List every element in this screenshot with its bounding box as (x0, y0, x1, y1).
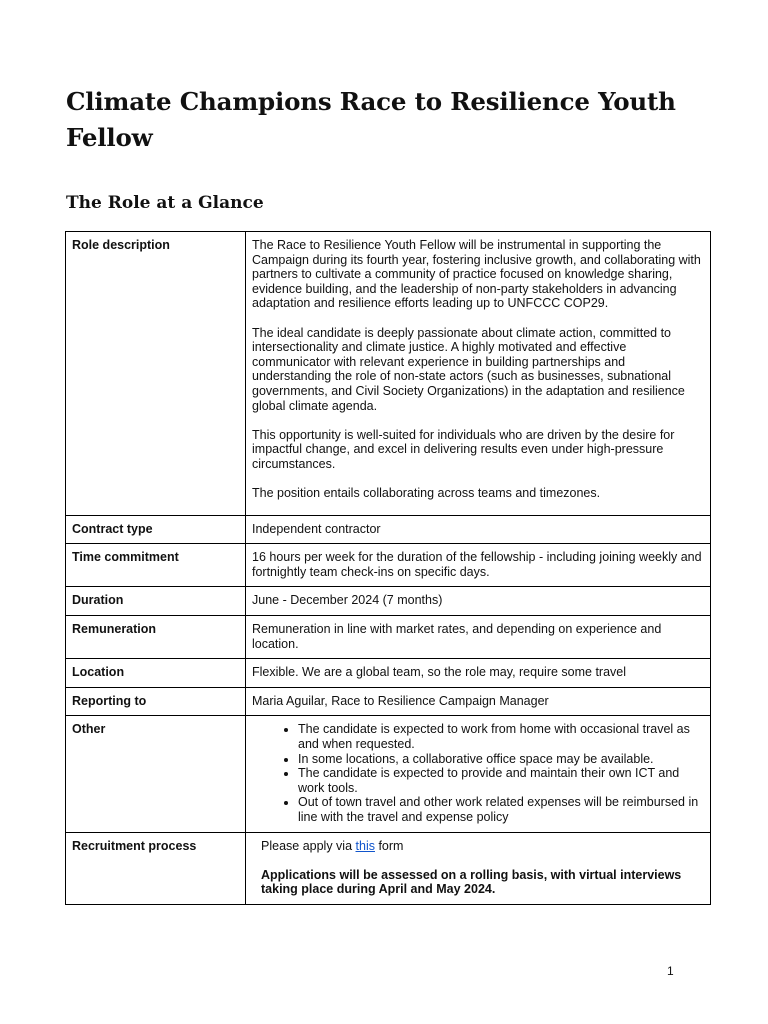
role-description-paragraph: The position entails collaborating across teams and timezones. (252, 486, 601, 501)
row-value: 16 hours per week for the duration of the fellowship - including joining weekly and fortnightly team check-ins on specific days. (246, 544, 711, 587)
other-list (252, 722, 704, 824)
apply-line (261, 839, 704, 854)
other-cell (246, 716, 711, 832)
row-label: Duration (66, 587, 246, 616)
table-row (66, 544, 711, 587)
role-description-paragraph: The ideal candidate is deeply passionate about climate action, committed to intersectionality and climate justice. A highly motivated and effective communicator with relevant experience in building partnerships and understanding the role of non-state actors (such as businesses, subnational governments, and Civil Society Organizations) in the adaptation and resilience global climate agenda. (252, 325, 685, 413)
row-value: Maria Aguilar, Race to Resilience Campaign Manager (246, 687, 711, 716)
page-number: 1 (667, 964, 674, 978)
table-row (66, 687, 711, 716)
table-row (66, 832, 711, 904)
row-value: Flexible. We are a global team, so the role may, require some travel (246, 659, 711, 688)
apply-suffix: form (374, 838, 404, 853)
row-label: Reporting to (66, 687, 246, 716)
role-description-paragraph: This opportunity is well-suited for individuals who are driven by the desire for impactful change, and excel in delivering results even under high-pressure circumstances. (252, 427, 675, 471)
table-row (66, 587, 711, 616)
row-value: Remuneration in line with market rates, and depending on experience and location. (246, 616, 711, 659)
list-item: • In some locations, a collaborative office space may be available. (298, 752, 704, 767)
row-value: June - December 2024 (7 months) (246, 587, 711, 616)
role-description-paragraph: The Race to Resilience Youth Fellow will be instrumental in supporting the Campaign during its fourth year, fostering inclusive growth, and collaborating with partners to cultivate a community of practice focused on knowledge sharing, evidence building, and the leadership of non-party stakeholders in advancing adaptation and resilience efforts leading up to UNFCCC COP29. (252, 238, 701, 311)
list-item: • The candidate is expected to provide and maintain their own ICT and work tools. (298, 766, 704, 795)
list-item: • Out of town travel and other work related expenses will be reimbursed in line with the travel and expense policy (298, 795, 704, 824)
row-label: Location (66, 659, 246, 688)
row-label: Other (66, 716, 246, 832)
table-row (66, 232, 711, 516)
table-row (66, 515, 711, 544)
row-label: Recruitment process (66, 832, 246, 904)
role-table (65, 231, 711, 905)
table-row (66, 616, 711, 659)
list-item: • The candidate is expected to work from home with occasional travel as and when requested. (298, 722, 704, 751)
role-description-cell (246, 232, 711, 516)
recruitment-cell (246, 832, 711, 904)
row-label: Role description (66, 232, 246, 516)
table-row (66, 659, 711, 688)
apply-block (252, 839, 704, 897)
document-title: Climate Champions Race to Resilience Youth Fellow (66, 87, 676, 152)
table-row (66, 716, 711, 832)
section-heading: The Role at a Glance (66, 193, 264, 213)
row-label: Contract type (66, 515, 246, 544)
row-label: Time commitment (66, 544, 246, 587)
recruitment-note: Applications will be assessed on a rolling basis, with virtual interviews taking place during April and May 2024. (261, 867, 682, 897)
apply-prefix: Please apply via (261, 838, 356, 853)
apply-form-link[interactable]: this (355, 838, 375, 853)
row-value: Independent contractor (246, 515, 711, 544)
row-label: Remuneration (66, 616, 246, 659)
